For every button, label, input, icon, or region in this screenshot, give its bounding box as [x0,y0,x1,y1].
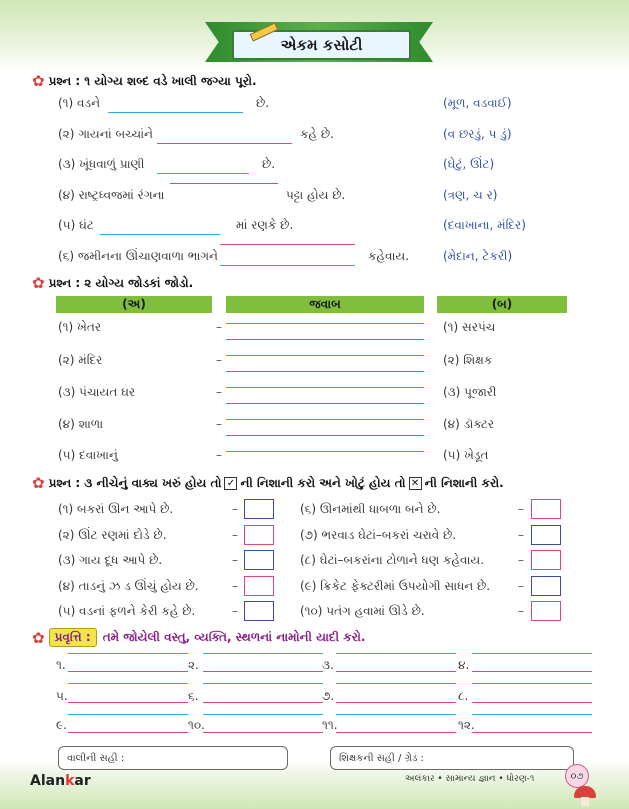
match-answer-line-4[interactable] [226,419,424,420]
list-number-12: ૧૨. [458,718,475,732]
q1-row-6-blank[interactable] [220,244,355,245]
list-number-7: ૭. [322,689,335,703]
q1-row-1-pre: (૧) વડને [58,96,101,110]
q1-row-1-hint: (મૂળ, વડવાઈ) [443,96,512,110]
tf-checkbox-10[interactable] [531,601,561,621]
q2-heading-text: પ્રશ્ન : ૨ યોગ્ય જોડકાં જોડો. [48,275,194,290]
tf-checkbox-5[interactable] [244,601,274,621]
list-line-2a[interactable] [203,653,323,654]
brand-logo [30,773,91,789]
list-number-5: ૫. [56,689,68,703]
match-answer-line-5[interactable] [226,451,424,452]
col-answer-header: જવાબ [226,296,424,313]
list-line-4b[interactable] [472,671,592,672]
match-left-5: (૫) દવાખાનું [58,448,118,462]
q3-heading-post: ની નિશાની કરો. [424,475,504,490]
mushroom-icon [574,786,596,798]
list-line-7a[interactable] [336,683,456,684]
match-dash-4: – [216,417,222,431]
q1-row-2-pre: (૨) ગાયનાં બચ્ચાંને [58,127,153,141]
q1-heading-text: પ્રશ્ન : ૧ યોગ્ય શબ્દ વડે ખાલી જગ્યા પૂરો. [48,73,257,88]
q1-row-3-post: છે. [262,157,276,171]
footer-info: અલંકાર • સામાન્ય જ્ઞાન • ધોરણ-૧ [405,774,535,784]
list-line-8b[interactable] [472,702,592,703]
tf-checkbox-7[interactable] [531,525,561,545]
q1-row-5-pre: (૫) ઘંટ [58,218,94,232]
tf-right-dash-2: – [518,528,524,542]
list-line-6a[interactable] [203,683,323,684]
tf-left-dash-3: – [232,553,238,567]
tf-left-dash-5: – [232,604,238,618]
tf-left-4: (૪) તાડનું ઝ ડ ઊંચું હોય છે. [58,579,199,593]
teacher-signature-box[interactable]: શિક્ષકની સહી / ગ્રેડ : [330,746,574,770]
tf-checkbox-2[interactable] [244,525,274,545]
q1-row-5-blank[interactable] [100,234,220,235]
q3-heading [32,474,504,492]
q1-row-6-blank-2[interactable] [220,265,355,266]
q1-row-3-pre: (૩) ખૂંધવાળું પ્રાણી [58,157,145,171]
tf-right-dash-1: – [518,502,524,516]
tf-right-dash-5: – [518,604,524,618]
col-b-header: (બ) [437,296,567,313]
match-dash-2: – [216,353,222,367]
q1-row-2-hint: (વ છરડું, પ ડું) [443,127,512,141]
q1-row-2-blank[interactable] [157,143,292,144]
list-line-11b[interactable] [336,732,456,733]
match-answer-line-2b[interactable] [226,371,424,372]
tf-checkbox-6[interactable] [531,499,561,519]
match-right-5: (૫) ખેડૂત [443,448,489,462]
tf-right-1: (૬) ઊનમાંથી ધાબળા બને છે. [300,502,441,516]
list-number-8: ૮. [458,689,469,703]
list-line-11a[interactable] [336,714,456,715]
brand-logo-post: ar [74,773,91,789]
q2-heading [32,274,193,292]
tf-right-dash-3: – [518,553,524,567]
tf-left-2: (૨) ઊંટ રણમાં દોડે છે. [58,528,167,542]
brand-logo-k: k [65,773,75,789]
q1-row-6-hint: (મેદાન, ટેકરી) [443,249,513,263]
tf-checkbox-4[interactable] [244,576,274,596]
match-left-4: (૪) શાળા [58,417,104,431]
list-line-9a[interactable] [68,714,188,715]
tf-left-1: (૧) બકરાં ઊન આપે છે. [58,502,174,516]
match-right-3: (૩) પૂજારી [443,385,497,399]
cross-box-icon: ✕ [409,477,422,490]
tf-right-5: (૧૦) પતંગ હવામાં ઊડે છે. [300,604,425,618]
flower-icon: ✿ [32,474,45,492]
brand-logo-pre: Alan [30,773,66,789]
tf-left-dash-1: – [232,502,238,516]
list-line-3a[interactable] [336,653,456,654]
tf-left-dash-4: – [232,579,238,593]
list-number-11: ૧૧. [322,718,338,732]
list-number-1: ૧. [56,658,66,672]
q1-heading [32,72,257,90]
tf-checkbox-3[interactable] [244,550,274,570]
activity-text: તમે જોયેલી વસ્તુ, વ્યક્તિ, સ્થળનાં નામોની યાદી કરો. [102,630,366,644]
list-line-7b[interactable] [336,702,456,703]
list-number-9: ૯. [56,718,67,732]
match-left-3: (૩) પંચાયત ઘર [58,385,136,399]
list-line-9b[interactable] [68,732,188,733]
match-left-1: (૧) ખેતર [58,320,102,334]
parent-signature-box[interactable]: વાલીની સહી : [58,746,288,770]
match-dash-3: – [216,385,222,399]
list-line-3b[interactable] [336,671,456,672]
q1-row-3-blank[interactable] [157,173,249,174]
page-number: ૦૭ [565,764,589,788]
q1-row-4-pre: (૪) રાષ્ટ્રધ્વજમાં રંગના [58,188,165,202]
activity-badge: પ્રવૃત્તિ : [49,628,97,647]
list-number-10: ૧૦. [188,718,205,732]
flower-icon: ✿ [32,628,45,647]
tf-left-5: (૫) વડનાં ફળને કેરી કહે છે. [58,604,196,618]
q1-row-1-post: છે. [256,96,270,110]
page-title: એકમ કસોટી [232,30,411,60]
list-line-5b[interactable] [68,702,188,703]
q1-row-3-hint: (ઘેટું, ઊંટ) [443,157,495,171]
col-a-header: (અ) [56,296,212,313]
flower-icon: ✿ [32,72,45,90]
q1-row-6-post: કહેવાય. [368,249,410,263]
match-right-1: (૧) સરપંચ [443,320,496,334]
q1-row-4-post: પટ્ટા હોય છે. [286,188,346,202]
list-number-4: ૪. [458,658,470,672]
q3-heading-mid: ની નિશાની કરો અને ખોટું હોય તો [240,475,406,490]
tf-left-dash-2: – [232,528,238,542]
list-number-6: ૬. [188,689,199,703]
list-line-2b[interactable] [203,671,323,672]
list-line-4a[interactable] [472,653,592,654]
tick-box-icon: ✓ [224,477,237,490]
q1-row-2-post: કહે છે. [300,127,334,141]
tf-checkbox-8[interactable] [531,550,561,570]
list-line-1b[interactable] [68,671,188,672]
tf-right-2: (૭) ભરવાડ ઘેટાં–બકરાં ચરાવે છે. [300,528,457,542]
match-right-2: (૨) શિક્ષક [443,353,493,367]
q1-row-1-blank[interactable] [108,112,243,113]
q1-row-4-blank[interactable] [170,183,278,184]
q3-heading-pre: પ્રશ્ન : ૩ નીચેનું વાક્ય ખરું હોય તો [48,475,222,490]
list-line-6b[interactable] [203,702,323,703]
match-dash-1: – [216,320,222,334]
list-line-8a[interactable] [472,683,592,684]
list-number-3: ૩. [322,658,334,672]
list-line-1a[interactable] [68,653,188,654]
list-line-12a[interactable] [472,714,592,715]
match-dash-5: – [216,448,222,462]
q1-row-5-post: માં રણકે છે. [236,218,294,232]
activity-heading [32,628,365,647]
match-answer-line-4b[interactable] [226,435,424,436]
list-number-2: ૨. [188,658,199,672]
tf-left-3: (૩) ગાય દૂધ આપે છે. [58,553,163,567]
match-answer-line-2[interactable] [226,355,424,356]
tf-right-3: (૮) ઘેટાં–બકરાંના ટોળાને ધણ કહેવાય. [300,553,485,567]
tf-right-dash-4: – [518,579,524,593]
match-answer-line-1[interactable] [226,323,424,324]
q1-row-4-hint: (ત્રણ, ચ ર) [443,188,498,202]
match-answer-line-1b[interactable] [226,339,424,340]
tf-right-4: (૯) ક્રિકેટ ફેક્ટરીમાં ઉપયોગી સાધન છે. [300,579,491,593]
flower-icon: ✿ [32,274,45,292]
list-line-10a[interactable] [203,714,323,715]
q1-row-5-hint: (દવાખાના, મંદિર) [443,218,526,232]
tf-checkbox-1[interactable] [244,499,274,519]
match-answer-line-3b[interactable] [226,403,424,404]
q1-row-6-pre: (૬) જમીનના ઊંચાણવાળા ભાગને [58,249,218,263]
list-line-5a[interactable] [68,683,188,684]
match-right-4: (૪) ડૉક્ટર [443,417,495,431]
tf-checkbox-9[interactable] [531,576,561,596]
list-line-12b[interactable] [472,732,592,733]
match-left-2: (૨) મંદિર [58,353,103,367]
list-line-10b[interactable] [203,732,323,733]
match-answer-line-3[interactable] [226,387,424,388]
